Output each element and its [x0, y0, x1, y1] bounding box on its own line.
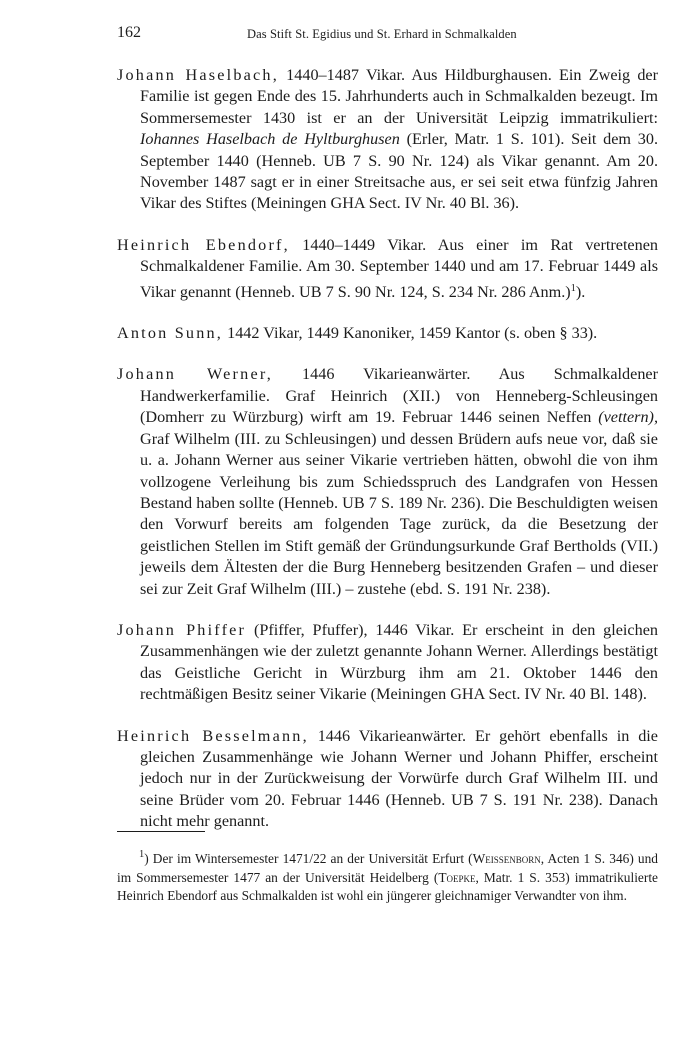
entry-italic-quote: Iohannes Haselbach de Hyltburghusen: [140, 130, 400, 149]
entry-text: (Pfiffer, Pfuffer), 1446 Vikar. Er erscheint in den gleichen Zusammenhängen wie der zuletzt genannte Johann Werner. Allerdings bestätigt das Geistliche Gericht in Würzburg ihm am 21. Oktober 1446 den rechtmäßigen Besitz seiner Vikarie (Meiningen GHA Sect. IV Nr. 40 Bl. 148).: [140, 620, 658, 704]
footnote-divider: [117, 831, 205, 832]
running-title: Das Stift St. Egidius und St. Erhard in Schmalkalden: [247, 27, 517, 41]
page-number: 162: [117, 24, 141, 41]
main-text: [117, 65, 658, 833]
entry-johann-werner: [117, 364, 658, 599]
footnote-text: , Matr. 1 S. 353) immatrikulierte Heinrich Ebendorf aus Schmalkalden ist wohl ein jüngerer gleichnamiger Verwandter von ihm.: [117, 869, 658, 904]
entry-text: 1446 Vikarieanwärter. Aus Schmalkaldener Handwerkerfamilie. Graf Heinrich (XII.) von Henneberg-Schleusingen (Domherr zu Würzburg) wirft am 19. Februar 1446 seinen Neffen: [140, 365, 658, 427]
entry-text: (Erler, Matr. 1 S. 101). Seit dem 30. September 1440 (Henneb. UB 7 S. 90 Nr. 124) als Vikar genannt. Am 20. November 1487 sagt er in einer Streitsache aus, er sei seit etwa fünfzig Jahren Vikar des Stiftes (Meiningen GHA Sect. IV Nr. 40 Bl. 36).: [140, 130, 658, 213]
entry-text: Graf Wilhelm (III. zu Schleusingen) und dessen Brüdern aufs neue vor, daß sie u. a. Johann Werner aus seiner Vikarie vertrieben hätten, obwohl die von ihm vollzogene Verleihung bis zum Schiedsspruch des Landgrafen von Hessen Bestand haben sollte (Henneb. UB 7 S. 189 Nr. 236). Die Beschuldigten weisen den Vorwurf bereits am folgenden Tage zurück, da die Besetzung der geistlichen Stellen im Stift gemäß der Gründungsurkunde Graf Bertholds (VII.) jeweils dem Ältesten der die Burg Henneberg besitzenden Grafen – und dieser sei zur Zeit Graf Wilhelm (III.) – zustehe (ebd. S. 191 Nr. 238).: [140, 429, 658, 598]
entry-name: Johann Phiffer: [117, 620, 247, 639]
footnote-author-weissenborn: Weissenborn: [472, 851, 541, 866]
entry-heinrich-besselmann: [117, 726, 658, 833]
footnote-author-toepke: Toepke: [438, 869, 476, 885]
entry-text: 1440–1449 Vikar. Aus einer im Rat vertretenen Schmalkaldener Familie. Am 30. September 1440 und am 17. Februar 1449 als Vikar genannt (Henneb. UB 7 S. 90 Nr. 124, S. 234 Nr. 286 Anm.): [140, 235, 658, 301]
footnote-text: ) Der im Wintersemester 1471/22 an der Universität Erfurt (: [144, 851, 473, 866]
footnote-marker: 1: [139, 849, 145, 860]
entry-name: Heinrich Ebendorf,: [117, 235, 290, 254]
entry-heinrich-ebendorf: [117, 235, 658, 303]
footnote: [117, 846, 658, 906]
footnote-reference: 1: [570, 282, 576, 294]
entry-text: 1440–1487 Vikar. Aus Hildburghausen. Ein Zweig der Familie ist gegen Ende des 15. Jahrhunderts auch in Schmalkalden bezeugt. Im Sommersemester 1430 ist er an der Universität Leipzig immatrikuliert:: [140, 66, 658, 127]
entry-johann-haselbach: [117, 65, 658, 215]
entry-name: Heinrich Besselmann,: [117, 726, 309, 745]
entry-text: 1442 Vikar, 1449 Kanoniker, 1459 Kantor (s. oben § 33).: [223, 324, 598, 343]
page-header: [117, 24, 658, 46]
footnote-text: , Acten 1 S. 346) und im Sommersemester 1477 an der Universität Heidelberg (: [117, 851, 658, 885]
entry-name: Anton Sunn,: [117, 324, 224, 343]
entry-name: Johann Werner,: [117, 365, 274, 384]
entry-johann-phiffer: [117, 620, 658, 706]
entry-anton-sunn: [117, 323, 658, 344]
entry-name: Johann Haselbach,: [117, 66, 279, 84]
entry-text: 1446 Vikarieanwärter. Er gehört ebenfalls in die gleichen Zusammenhänge wie Johann Werner und Johann Phiffer, erscheint jedoch nur in der Zurückweisung der Vorwürfe durch Graf Wilhelm III. und seine Brüder vom 20. Februar 1446 (Henneb. UB 7 S. 191 Nr. 238). Danach nicht mehr genannt.: [140, 726, 658, 831]
entry-italic-quote: (vettern),: [598, 408, 658, 427]
entry-text: ).: [575, 282, 586, 301]
